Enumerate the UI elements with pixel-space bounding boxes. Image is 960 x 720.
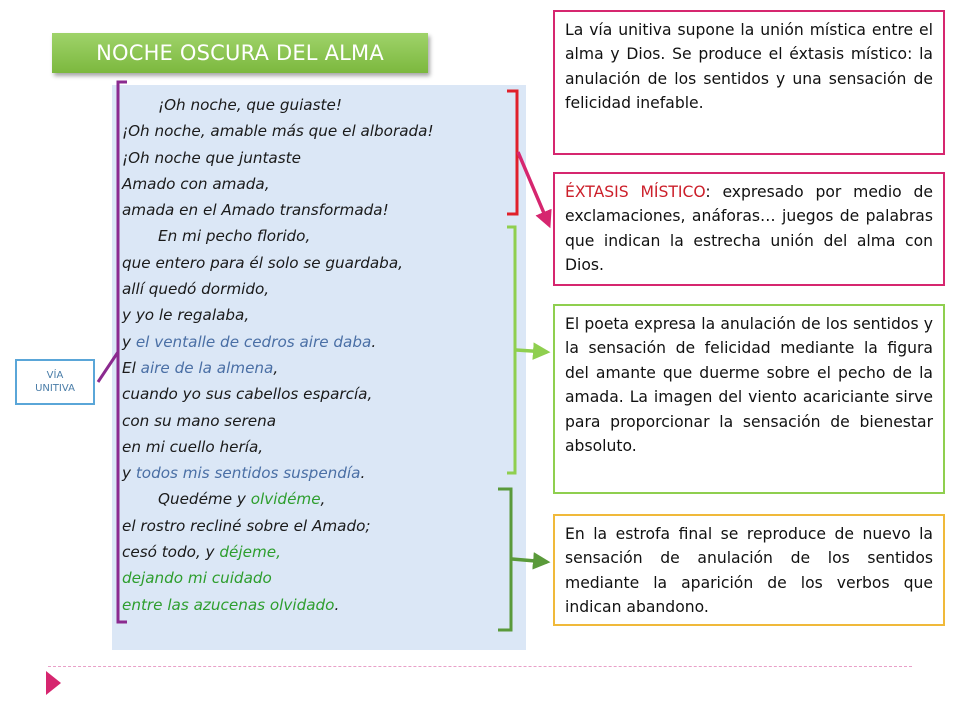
poem-segment: y — [122, 464, 136, 483]
poem-segment: ¡Oh noche que juntaste — [122, 148, 301, 167]
estrofa-text: En la estrofa final se reproduce de nuevo la sensación de anulación de los sentidos mediante la aparición de los verbos que indican abandono. — [565, 525, 933, 617]
poem-segment: con su mano serena — [122, 411, 277, 430]
poem-segment: Amado con amada, — [122, 174, 270, 193]
light-green-bracket — [507, 227, 515, 473]
poem-segment: déjeme, — [219, 543, 281, 562]
poem-segment: allí quedó dormido, — [122, 280, 270, 299]
poem-segment: y — [122, 332, 136, 351]
poem-segment: , — [320, 490, 326, 509]
poem-segment: el ventalle de cedros aire daba — [135, 332, 372, 351]
purple-bracket-tick — [98, 352, 118, 382]
poem-segment: y yo le regalaba, — [122, 306, 250, 325]
olive-green-arrow — [512, 559, 547, 562]
poem-segment: cuando yo sus cabellos esparcía, — [122, 385, 373, 404]
pink-arrow — [518, 152, 549, 225]
via-label-line2: UNITIVA — [35, 383, 75, 394]
via-label-line1: VÍA — [46, 370, 64, 381]
poem-segment: . — [334, 595, 340, 614]
poem-segment: aire de la almena — [140, 358, 274, 377]
poem-segment: dejando mi cuidado — [122, 569, 272, 588]
footer-divider — [48, 666, 912, 667]
slide-title: NOCHE OSCURA DEL ALMA — [52, 33, 428, 73]
purple-bracket — [118, 82, 127, 622]
poem-segment: amada en el Amado transformada! — [122, 201, 389, 220]
extasis-text: : expresado por medio de exclamaciones, anáforas… juegos de palabras que indican la estrecha unión del alma con Dios. — [565, 183, 933, 275]
poem-segment: que entero para él solo se guardaba, — [122, 253, 403, 272]
poem-segment: en mi cuello hería, — [122, 437, 264, 456]
intro-text: La vía unitiva supone la unión mística entre el alma y Dios. Se produce el éxtasis místico: la anulación de los sentidos y una sensación de felicidad inefable. — [565, 21, 933, 113]
poem-segment: . — [360, 464, 366, 483]
poem-segment: el rostro recliné sobre el Amado; — [122, 516, 371, 535]
light-green-arrow — [516, 350, 547, 352]
poem-segment: El — [122, 358, 141, 377]
footer-play-icon — [46, 671, 61, 695]
extasis-label: ÉXTASIS MÍSTICO — [565, 183, 706, 201]
poem-segment: cesó todo, y — [122, 543, 220, 562]
poeta-text: El poeta expresa la anulación de los sentidos y la sensación de felicidad mediante la figura del amante que duerme sobre el pecho de la amada. La imagen del viento acariciante sirve para proporcionar la sensación de bienestar absoluto. — [565, 315, 933, 456]
poem-segment: Quedéme y — [158, 490, 251, 509]
poem-segment: olvidéme — [250, 490, 321, 509]
poem-segment: En mi pecho florido, — [158, 227, 311, 246]
red-bracket — [507, 91, 517, 214]
olive-green-bracket — [498, 489, 511, 630]
poem-segment: ¡Oh noche, amable más que el alborada! — [122, 122, 434, 141]
poem-segment: ¡Oh noche, que guiaste! — [158, 96, 342, 114]
poem-segment: entre las azucenas olvidado — [122, 595, 335, 614]
poem-segment: todos mis sentidos suspendía — [135, 464, 361, 483]
poem-segment: , — [273, 358, 279, 377]
poem-segment: . — [371, 332, 377, 351]
